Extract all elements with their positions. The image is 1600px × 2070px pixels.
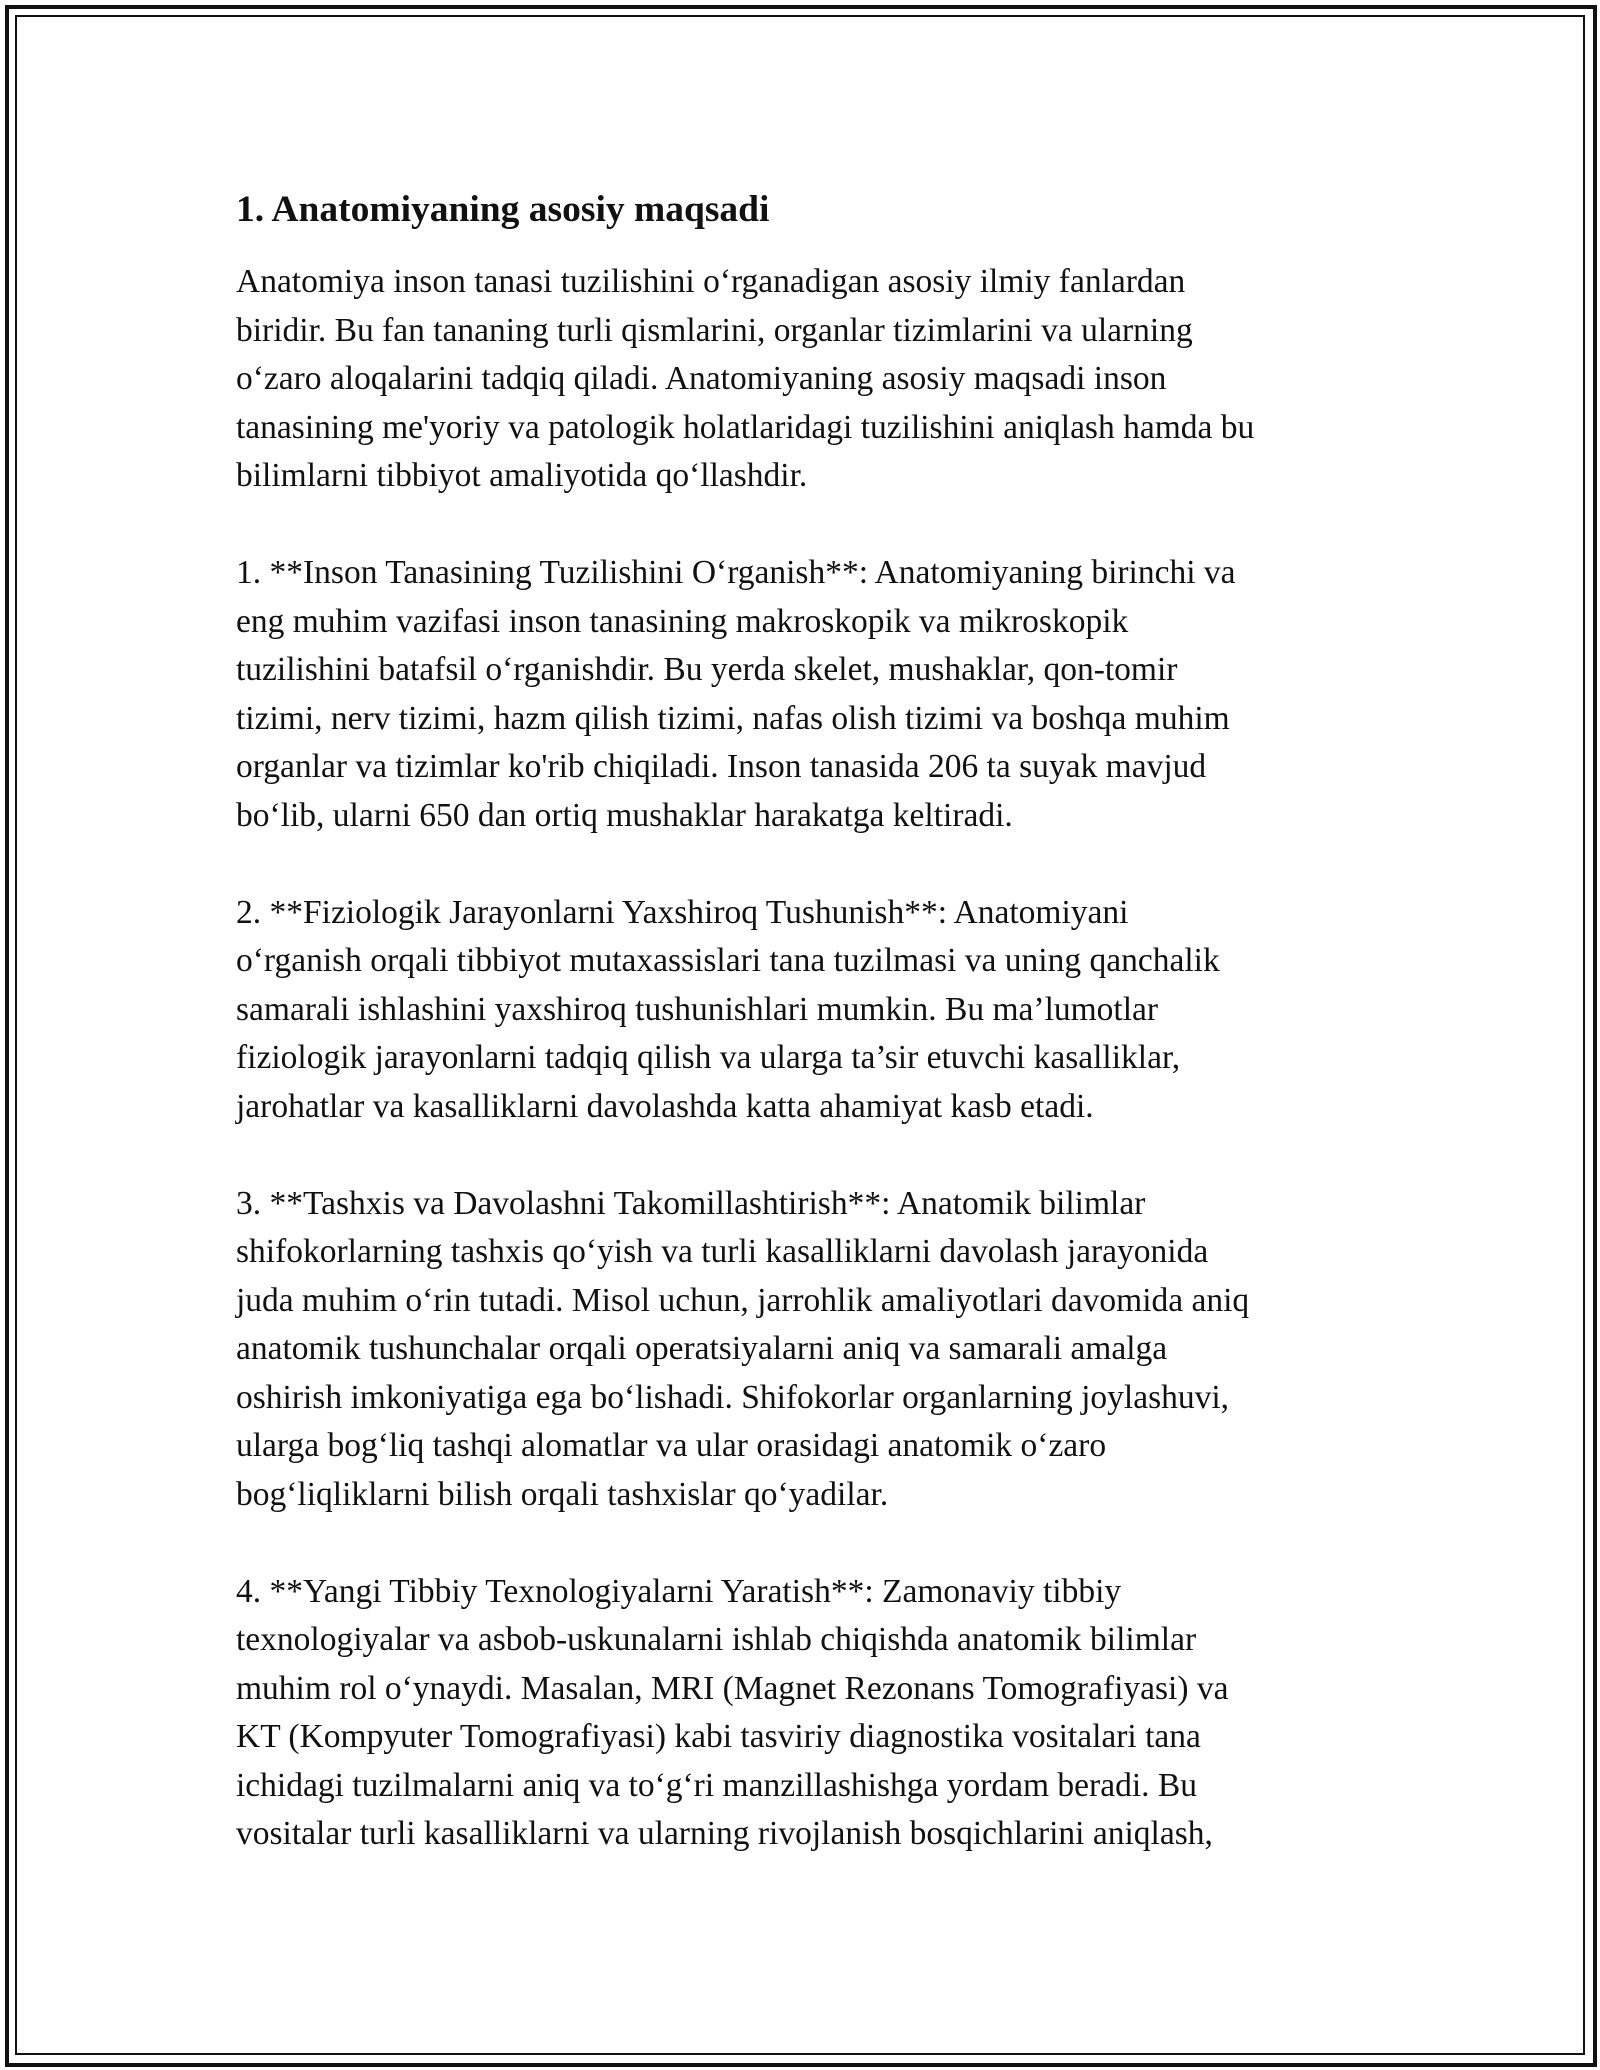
paragraph-line: oshirish imkoniyatiga ega bo‘lishadi. Shifokorlar organlarning joylashuvi, — [236, 1378, 1230, 1416]
section-heading: 1. Anatomiyaning asosiy maqsadi — [236, 189, 770, 230]
paragraph-line: fiziologik jarayonlarni tadqiq qilish va ularga ta’sir etuvchi kasalliklar, — [236, 1039, 1181, 1076]
paragraph-line: KT (Kompyuter Tomografiyasi) kabi tasviriy diagnostika vositalari tana — [236, 1718, 1201, 1755]
paragraph-line: jarohatlar va kasalliklarni davolashda katta ahamiyat kasb etadi. — [236, 1087, 1094, 1125]
paragraph-line: 3. **Tashxis va Davolashni Takomillashtirish**: Anatomik bilimlar — [236, 1184, 1146, 1222]
paragraph-line: muhim rol o‘ynaydi. Masalan, MRI (Magnet Rezonans Tomografiyasi) va — [236, 1669, 1229, 1707]
paragraph-line: anatomik tushunchalar orqali operatsiyalarni aniq va samarali amalga — [236, 1330, 1168, 1367]
paragraph-line: o‘zaro aloqalarini tadqiq qiladi. Anatomiyaning asosiy maqsadi inson — [236, 360, 1167, 397]
paragraph-line: juda muhim o‘rin tutadi. Misol uchun, jarrohlik amaliyotlari davomida aniq — [236, 1281, 1250, 1319]
paragraph-line: bo‘lib, ularni 650 dan ortiq mushaklar harakatga keltiradi. — [236, 796, 1013, 834]
paragraph-line: biridir. Bu fan tananing turli qismlarini, organlar tizimlarini va ularning — [236, 311, 1193, 349]
paragraph-line: 1. **Inson Tanasining Tuzilishini O‘rganish**: Anatomiyaning birinchi va — [236, 554, 1236, 591]
paragraph-line: organlar va tizimlar ko'rib chiqiladi. Inson tanasida 206 ta suyak mavjud — [236, 748, 1207, 785]
paragraph-line: texnologiyalar va asbob-uskunalarni ishlab chiqishda anatomik bilimlar — [236, 1621, 1197, 1658]
paragraph-line: bog‘liqliklarni bilish orqali tashxislar qo‘yadilar. — [236, 1475, 889, 1513]
paragraph-line: shifokorlarning tashxis qo‘yish va turli kasalliklarni davolash jarayonida — [236, 1233, 1209, 1270]
paragraph-line: o‘rganish orqali tibbiyot mutaxassislari tana tuzilmasi va uning qanchalik — [236, 942, 1220, 979]
paragraph-line: samarali ishlashini yaxshiroq tushunishlari mumkin. Bu ma’lumotlar — [236, 990, 1159, 1028]
paragraph-line: 2. **Fiziologik Jarayonlarni Yaxshiroq Tushunish**: Anatomiyani — [236, 893, 1129, 931]
point-2-paragraph — [236, 889, 1366, 1132]
paragraph-line: 4. **Yangi Tibbiy Texnologiyalarni Yaratish**: Zamonaviy tibbiy — [236, 1572, 1122, 1610]
paragraph-line: eng muhim vazifasi inson tanasining makroskopik va mikroskopik — [236, 602, 1129, 640]
document-body — [236, 186, 1366, 1907]
intro-paragraph — [236, 258, 1366, 501]
point-3-paragraph — [236, 1180, 1366, 1520]
paragraph-line: Anatomiya inson tanasi tuzilishini o‘rganadigan asosiy ilmiy fanlardan — [236, 263, 1186, 300]
point-4-paragraph — [236, 1568, 1366, 1859]
paragraph-line: tuzilishini batafsil o‘rganishdir. Bu yerda skelet, mushaklar, qon-tomir — [236, 651, 1178, 688]
paragraph-line: ularga bog‘liq tashqi alomatlar va ular orasidagi anatomik o‘zaro — [236, 1427, 1107, 1464]
paragraph-line: tizimi, nerv tizimi, hazm qilish tizimi, nafas olish tizimi va boshqa muhim — [236, 699, 1230, 737]
paragraph-line: tanasining me'yoriy va patologik holatlaridagi tuzilishini aniqlash hamda bu — [236, 408, 1255, 446]
paragraph-line: vositalar turli kasalliklarni va ularning rivojlanish bosqichlarini aniqlash, — [236, 1815, 1213, 1852]
paragraph-line: ichidagi tuzilmalarni aniq va to‘g‘ri manzillashishga yordam beradi. Bu — [236, 1766, 1197, 1804]
point-1-paragraph — [236, 549, 1366, 840]
paragraph-line: bilimlarni tibbiyot amaliyotida qo‘llashdir. — [236, 457, 808, 494]
